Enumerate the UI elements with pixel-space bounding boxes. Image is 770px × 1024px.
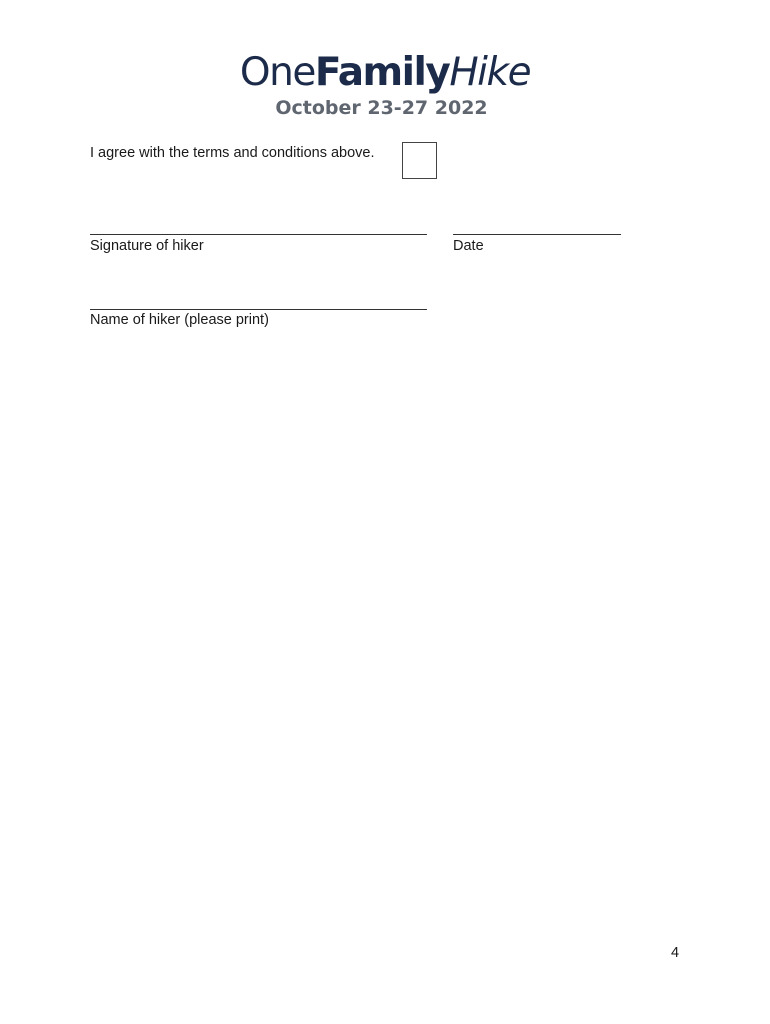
logo-text-family: Family xyxy=(314,50,450,95)
date-line[interactable] xyxy=(453,234,621,235)
logo-text-hike: Hike xyxy=(449,50,531,95)
logo-text-one: One xyxy=(239,50,315,95)
signature-line[interactable] xyxy=(90,234,427,235)
agreement-text: I agree with the terms and conditions above. xyxy=(90,145,375,161)
agreement-checkbox[interactable] xyxy=(402,142,437,179)
page-number: 4 xyxy=(671,945,680,961)
date-label: Date xyxy=(453,238,484,254)
name-label: Name of hiker (please print) xyxy=(90,312,269,328)
event-date: October 23-27 2022 xyxy=(275,97,488,119)
signature-label: Signature of hiker xyxy=(90,238,204,254)
onefamilyhike-logo xyxy=(0,48,770,98)
name-line[interactable] xyxy=(90,309,427,310)
